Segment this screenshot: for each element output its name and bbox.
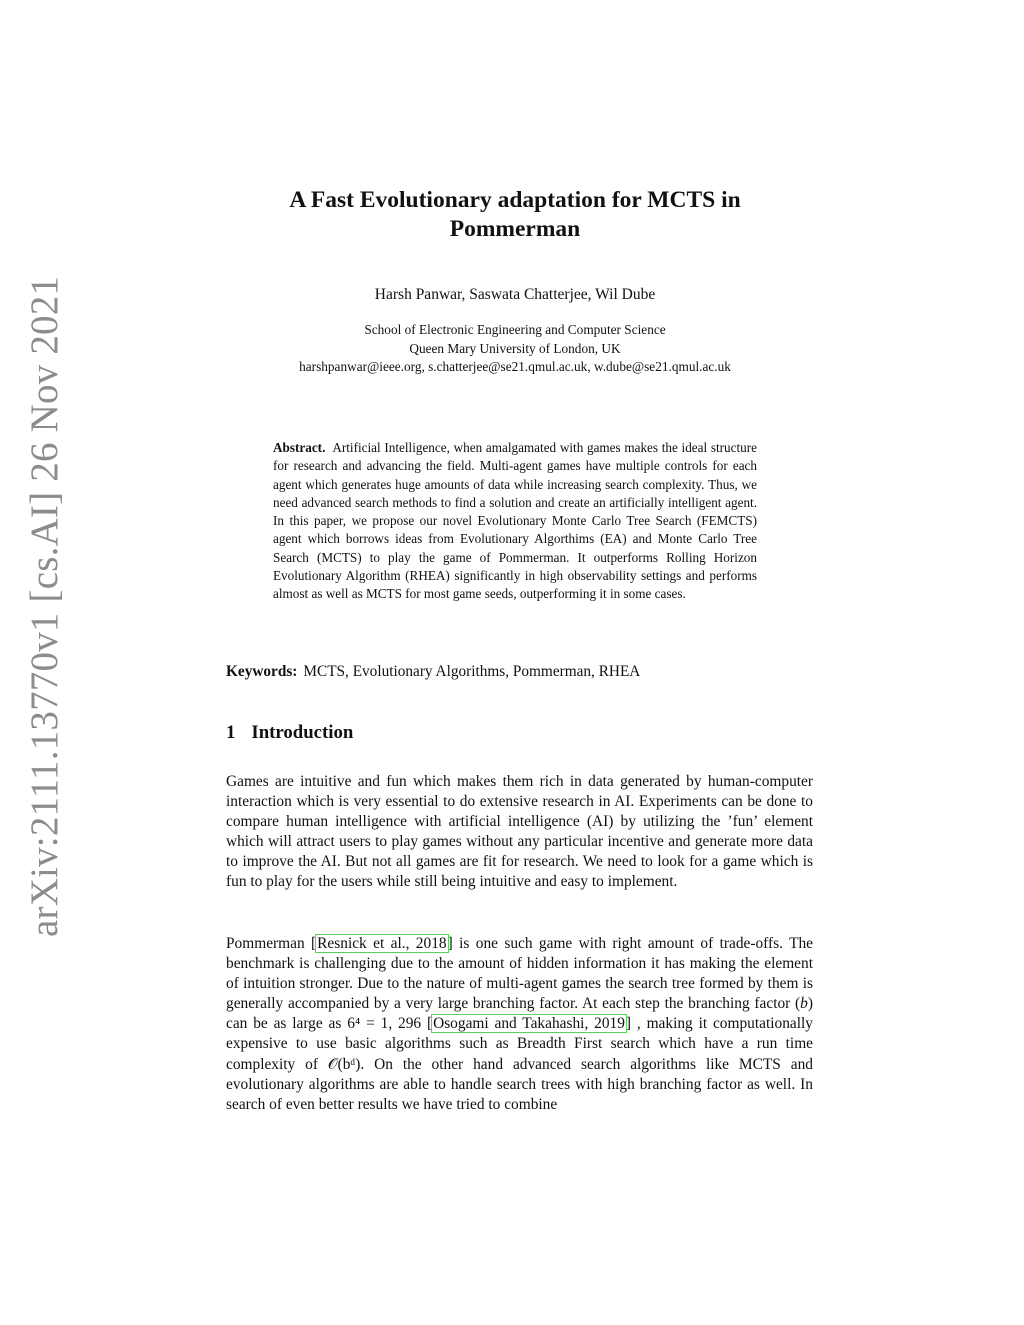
section-title: Introduction <box>251 722 354 743</box>
section-heading-introduction <box>226 721 353 745</box>
affiliation-school: School of Electronic Engineering and Computer Science <box>364 322 666 337</box>
para2-text-1: Pommerman [ <box>226 935 317 952</box>
arxiv-identifier-stamp: arXiv:2111.13770v1 [cs.AI] 26 Nov 2021 <box>23 275 66 937</box>
keywords-text: MCTS, Evolutionary Algorithms, Pommerman, RHEA <box>303 663 641 680</box>
citation-link-resnick[interactable]: Resnick et al., 2018 <box>317 935 447 952</box>
para2-text-3: ) can be as large as <box>226 995 813 1033</box>
abstract <box>273 439 757 604</box>
author-list: Harsh Panwar, Saswata Chatterjee, Wil Dube <box>374 286 656 303</box>
title-line-2: Pommerman <box>449 216 581 242</box>
math-complexity: 𝒪(bᵈ) <box>327 1055 361 1073</box>
math-branching-factor: 6⁴ = 1, 296 <box>347 1015 422 1033</box>
math-variable-b: b <box>800 995 808 1013</box>
abstract-text: Artificial Intelligence, when amalgamated with games makes the ideal structure for research and advancing the field. Multi-agent games have multiple controls for each agent which generates huge amounts of data while increasing search complexity. Thus, we need advanced search methods to find a solution and create an artificially intelligent agent. In this paper, we propose our novel Evolutionary Monte Carlo Tree Search (FEMCTS) agent which borrows ideas from Evolutionary Algorthims (EA) and Monte Carlo Tree Search (MCTS) to play the game of Pommerman. It outperforms Rolling Horizon Evolutionary Algorithm (RHEA) significantly in high observability settings and performs almost as well as MCTS for most game seeds, outperforming it in some cases. <box>273 440 757 602</box>
para2-text-4: [ <box>421 1015 433 1033</box>
para2-text-6: . On the other hand advanced search algorithms like MCTS and evolutionary algorithms are able to handle search trees with high branching factor as well. In search of even better results we have tried to combine <box>226 1055 813 1113</box>
affiliation-university: Queen Mary University of London, UK <box>409 340 621 356</box>
abstract-heading: Abstract. <box>273 440 326 455</box>
citation-link-osogami[interactable]: Osogami and Takahashi, 2019 <box>433 1015 625 1033</box>
para2-text-2: ] is one such game with right amount of trade-offs. The benchmark is challenging due to the amount of hidden information it has making the element of intuition stronger. Due to the nature of multi-agent games the search tree formed by them is generally accompanied by a very large branching factor. At each step the branching factor ( <box>226 935 813 1013</box>
keywords-label: Keywords: <box>226 663 298 680</box>
keywords <box>226 662 826 682</box>
section-number: 1 <box>226 722 236 743</box>
paper-title <box>200 186 830 244</box>
intro-paragraph-2 <box>226 934 813 1115</box>
intro-paragraph-1: Games are intuitive and fun which makes them rich in data generated by human-computer interaction which is very essential to do extensive research in AI. Experiments can be done to compare human intelligence with artificial intelligence (AI) by utilizing the ’fun’ element which will attract users to play games without any particular incentive and generate more data to improve the AI. But not all games are fit for research. We need to look for a game which is fun to play for the users while still being intuitive and easy to implement. <box>226 773 813 891</box>
title-line-1: A Fast Evolutionary adaptation for MCTS in <box>289 187 741 213</box>
affiliation-block <box>200 321 830 377</box>
affiliation-emails: harshpanwar@ieee.org, s.chatterjee@se21.qmul.ac.uk, w.dube@se21.qmul.ac.uk <box>299 359 731 374</box>
para2-text-5: ] , making it computationally expensive to use basic algorithms such as Breadth First search which have a run time complexity of <box>226 1015 813 1073</box>
